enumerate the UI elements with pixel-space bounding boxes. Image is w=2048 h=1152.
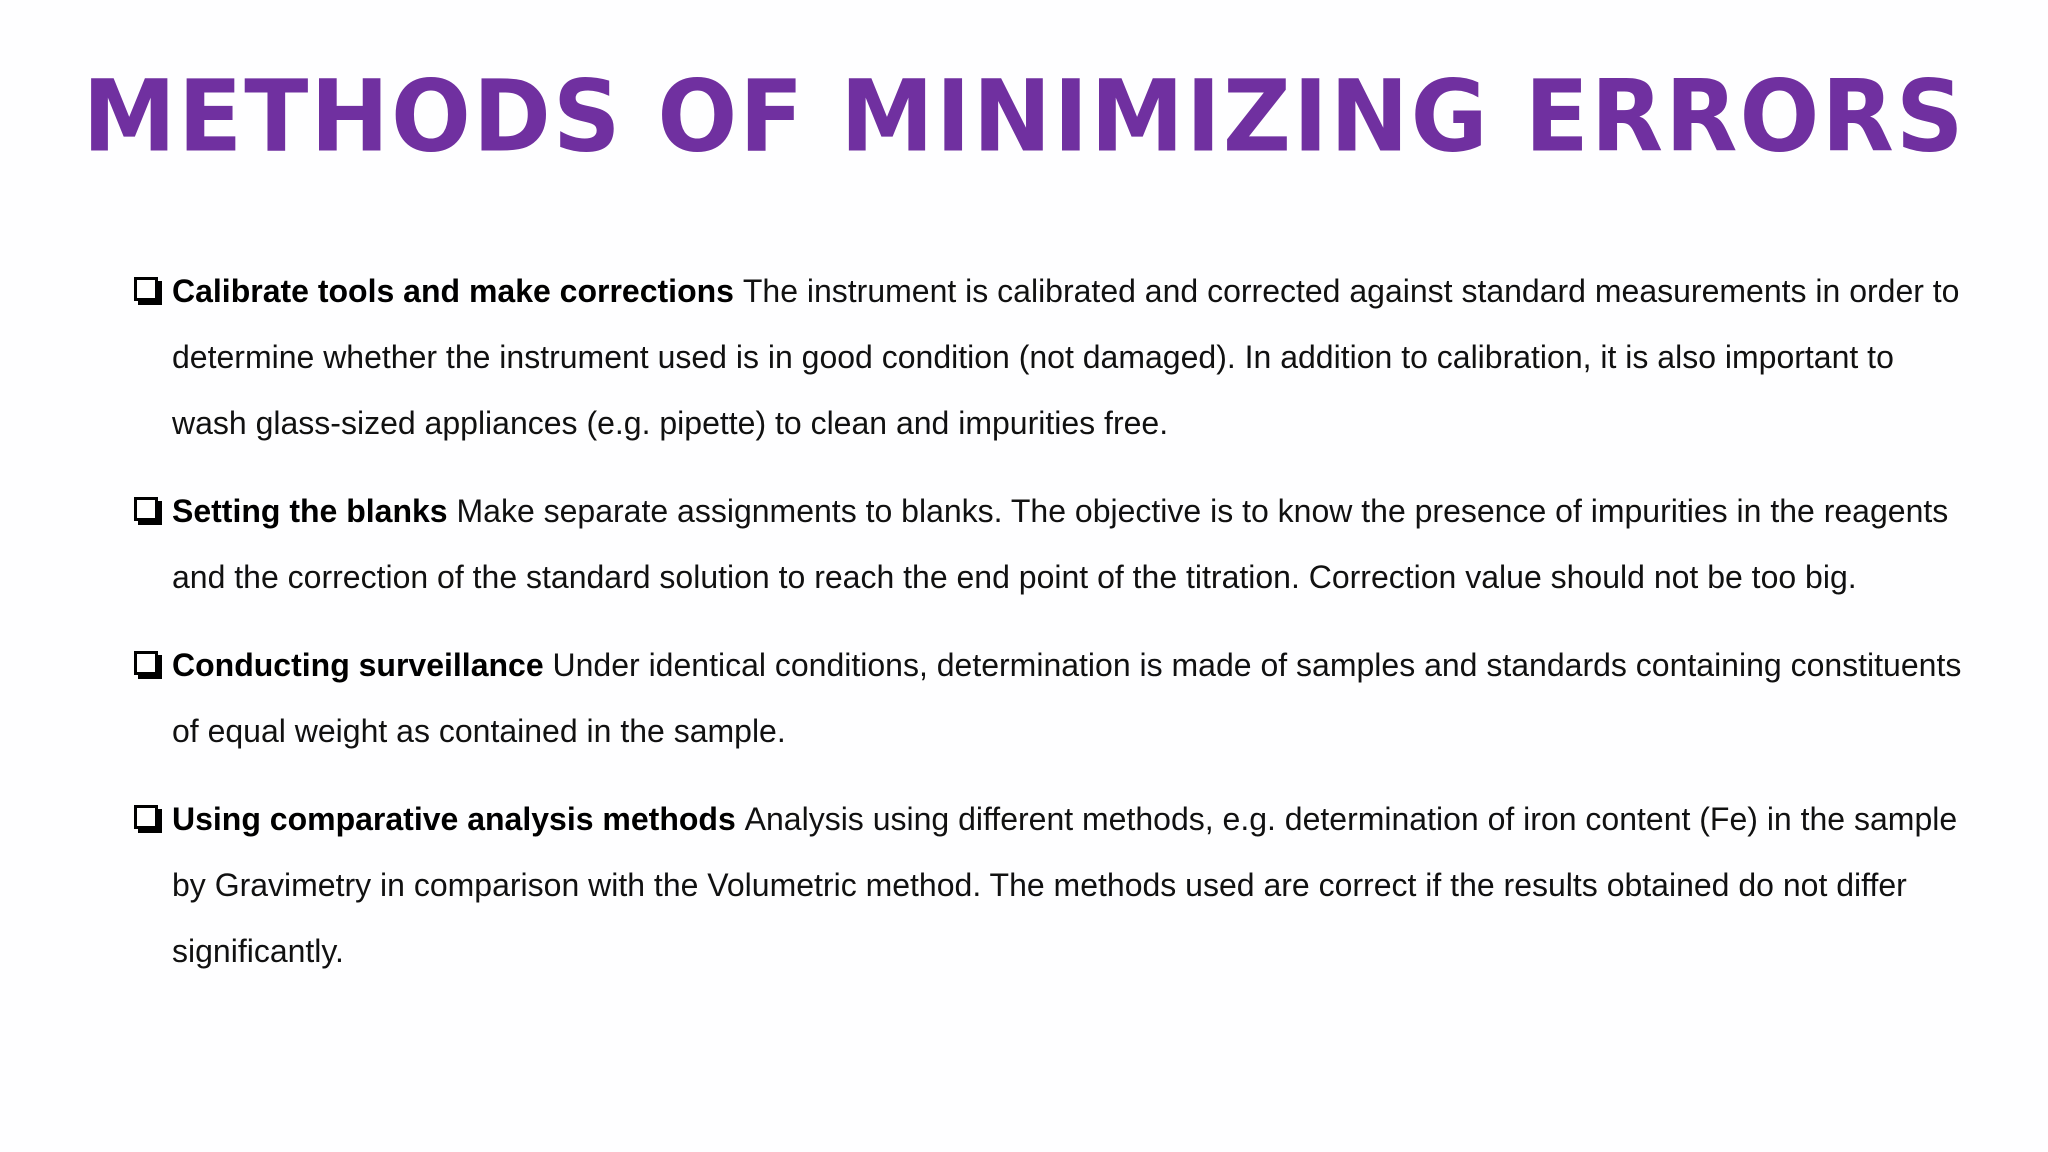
checkbox-icon [134, 651, 158, 675]
bullet-text: Make separate assignments to blanks. The objective is to know the presence of impurities in the reagents and the correction of the standard solution to reach the end point of the titration. Correction value should not be too big. [172, 493, 1949, 595]
bullet-text: Under identical conditions, determination is made of samples and standards containing constituents of equal weight as contained in the sample. [172, 647, 1962, 749]
checkbox-icon [134, 805, 158, 829]
bullet-item-comparative [132, 786, 1962, 984]
bullet-item-blanks [132, 478, 1962, 610]
checkbox-icon [134, 277, 158, 301]
bullet-text: The instrument is calibrated and corrected against standard measurements in order to determine whether the instrument used is in good condition (not damaged). In addition to calibration, it is also important to wash glass-sized appliances (e.g. pipette) to clean and impurities free. [172, 273, 1960, 441]
slide-title: METHODS OF MINIMIZING ERRORS [82, 60, 1966, 175]
bullet-list [132, 258, 1962, 1006]
bullet-heading: Setting the blanks [172, 493, 457, 529]
bullet-item-calibrate [132, 258, 1962, 456]
bullet-heading: Calibrate tools and make corrections [172, 273, 743, 309]
bullet-item-surveillance [132, 632, 1962, 764]
bullet-heading: Conducting surveillance [172, 647, 553, 683]
checkbox-icon [134, 497, 158, 521]
bullet-heading: Using comparative analysis methods [172, 801, 745, 837]
bullet-text: Analysis using different methods, e.g. determination of iron content (Fe) in the sample by Gravimetry in comparison with the Volumetric method. The methods used are correct if the results obtained do not differ significantly. [172, 801, 1958, 969]
